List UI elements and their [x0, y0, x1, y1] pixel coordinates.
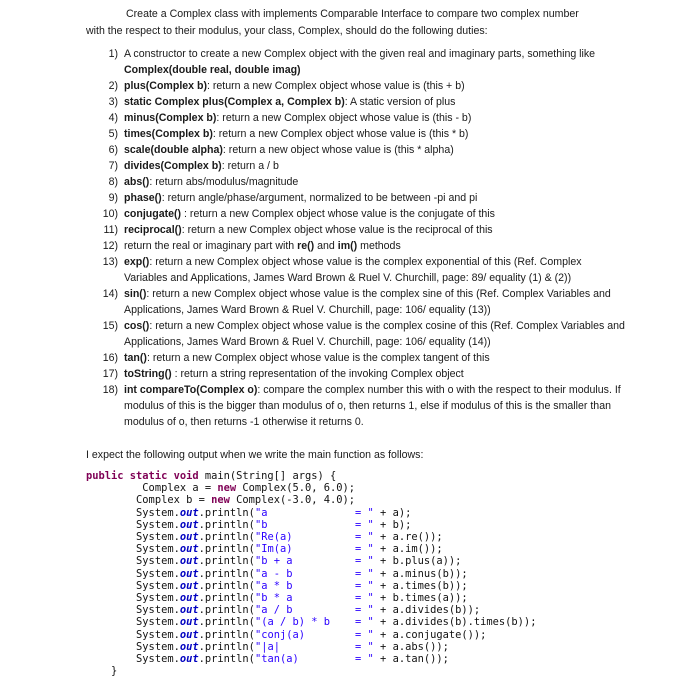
duty-item	[86, 222, 626, 238]
code-line: Complex a = new Complex(5.0, 6.0);	[86, 482, 356, 495]
duty-text: cos(): return a new Complex object whose value is the complex cosine of this (Ref. Complex Variables and Applications, James Ward Brown & Ruel V. Churchill, page: 106/ equality (14))	[124, 320, 625, 348]
duty-text: reciprocal(): return a new Complex object whose value is the reciprocal of this	[124, 224, 493, 236]
duty-number: 5)	[108, 128, 118, 140]
duty-number: 10)	[102, 208, 118, 220]
duty-number: 18)	[102, 384, 118, 396]
duty-number: 13)	[102, 256, 118, 268]
duty-text: exp(): return a new Complex object whose value is the complex exponential of this (Ref. Complex Variables and Applications, James Ward Brown & Ruel V. Churchill, page: 89/ equality (1) & (2))	[124, 256, 582, 284]
duty-item	[86, 110, 626, 126]
duty-number: 14)	[102, 288, 118, 300]
code-print-line: System.out.println("b * a = " + b.times(a));	[86, 592, 468, 605]
duty-item	[86, 94, 626, 110]
duty-text: sin(): return a new Complex object whose value is the complex sine of this (Ref. Complex Variables and Applications, James Ward Brown & Ruel V. Churchill, page: 106/ equality (13))	[124, 288, 611, 316]
code-print-line: System.out.println("conj(a) = " + a.conjugate());	[86, 628, 487, 641]
duty-item	[86, 126, 626, 142]
duty-number: 6)	[108, 144, 118, 156]
code-print-line: System.out.println("Re(a) = " + a.re());	[86, 531, 443, 544]
duty-item	[86, 158, 626, 174]
duty-text: abs(): return abs/modulus/magnitude	[124, 176, 299, 188]
code-print-line: System.out.println("Im(a) = " + a.im());	[86, 543, 443, 556]
duty-item	[86, 382, 626, 430]
duty-item	[86, 318, 626, 350]
duty-text: minus(Complex b): return a new Complex object whose value is (this - b)	[124, 112, 472, 124]
duty-number: 4)	[108, 112, 118, 124]
duty-text: tan(): return a new Complex object whose value is the complex tangent of this	[124, 352, 490, 364]
intro-line-1: Create a Complex class with implements Comparable Interface to compare two complex number	[126, 8, 579, 20]
duty-item	[86, 190, 626, 206]
code-line: Complex b = new Complex(-3.0, 4.0);	[86, 494, 356, 507]
code-print-line: System.out.println("a = " + a);	[86, 506, 412, 519]
code-print-line: System.out.println("(a / b) * b = " + a.divides(b).times(b));	[86, 616, 537, 629]
duty-item	[86, 366, 626, 382]
duty-number: 16)	[102, 352, 118, 364]
duty-text: return the real or imaginary part with re() and im() methods	[124, 240, 401, 252]
duty-item	[86, 174, 626, 190]
duty-number: 2)	[108, 80, 118, 92]
duty-number: 17)	[102, 368, 118, 380]
duty-text: times(Complex b): return a new Complex object whose value is (this * b)	[124, 128, 469, 140]
intro-line-2: with the respect to their modulus, your class, Complex, should do the following duties:	[86, 24, 488, 37]
code-print-line: System.out.println("a - b = " + a.minus(b));	[86, 567, 468, 580]
duties-list	[86, 46, 626, 430]
duty-number: 7)	[108, 160, 118, 172]
duty-item	[86, 286, 626, 318]
duty-text: plus(Complex b): return a new Complex object whose value is (this + b)	[124, 80, 465, 92]
duty-number: 9)	[108, 192, 118, 204]
duty-number: 12)	[102, 240, 118, 252]
duty-item	[86, 206, 626, 222]
code-print-line: System.out.println("|a| = " + a.abs());	[86, 640, 449, 653]
duty-item	[86, 46, 626, 78]
duty-number: 8)	[108, 176, 118, 188]
code-print-line: System.out.println("a / b = " + a.divides(b));	[86, 604, 481, 617]
code-closing-brace: }	[86, 665, 118, 678]
duty-item	[86, 254, 626, 286]
code-main-signature: public static void main(String[] args) {	[86, 470, 337, 482]
duty-item	[86, 350, 626, 366]
duty-text: A constructor to create a new Complex object with the given real and imaginary parts, something like Complex(double real, double imag)	[124, 48, 596, 76]
expect-text: I expect the following output when we write the main function as follows:	[86, 449, 424, 461]
duty-text: divides(Complex b): return a / b	[124, 160, 279, 172]
duty-number: 3)	[108, 96, 118, 108]
code-print-line: System.out.println("tan(a) = " + a.tan());	[86, 653, 449, 666]
code-block	[86, 470, 686, 677]
duty-item	[86, 142, 626, 158]
duty-number: 1)	[108, 48, 118, 60]
duty-text: toString() : return a string representation of the invoking Complex object	[124, 368, 464, 380]
duty-item	[86, 78, 626, 94]
duty-number: 15)	[102, 320, 118, 332]
code-print-line: System.out.println("b = " + b);	[86, 518, 412, 531]
code-print-line: System.out.println("a * b = " + a.times(b));	[86, 579, 468, 592]
duty-text: static Complex plus(Complex a, Complex b): A static version of plus	[124, 96, 456, 108]
duty-number: 11)	[103, 224, 118, 236]
code-print-line: System.out.println("b + a = " + b.plus(a));	[86, 555, 462, 568]
intro-paragraph	[86, 6, 626, 39]
duty-text: int compareTo(Complex o): compare the complex number this with o with the respect to their modulus. If modulus of this is the bigger than modulus of o, then returns 1, else if modulus of this is the smaller than modulus of o, then returns -1 otherwise it returns 0.	[124, 384, 621, 428]
duty-text: scale(double alpha): return a new object whose value is (this * alpha)	[124, 144, 454, 156]
duty-text: phase(): return angle/phase/argument, normalized to be between -pi and pi	[124, 192, 478, 204]
duty-item	[86, 238, 626, 254]
duty-text: conjugate() : return a new Complex object whose value is the conjugate of this	[124, 208, 495, 220]
